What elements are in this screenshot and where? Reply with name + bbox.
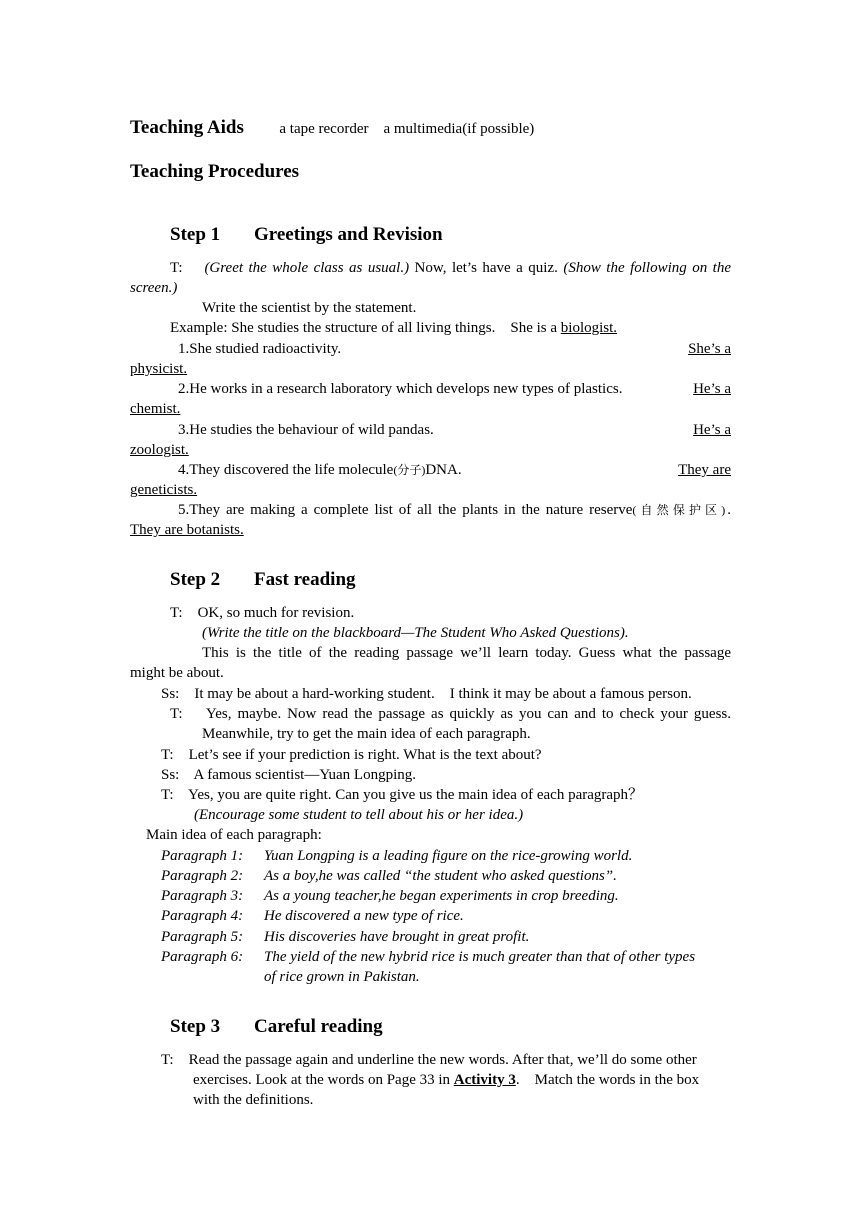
quiz-answer: physicist. bbox=[130, 361, 188, 377]
paragraph-label: Paragraph 6: bbox=[161, 949, 244, 965]
speaker-label: T: bbox=[170, 260, 183, 276]
step2-line: T: Yes, you are quite right. Can you give us the main idea of each paragraph？ bbox=[161, 787, 644, 803]
step3-text: . Match the words in the box bbox=[515, 1072, 700, 1088]
paragraph-idea-cont: of rice grown in Pakistan. bbox=[264, 969, 420, 985]
step2-stage-direction: (Write the title on the blackboard—The Student Who Asked Questions). bbox=[202, 625, 629, 641]
quiz-question-text: DNA. bbox=[425, 462, 462, 478]
step1-heading bbox=[170, 223, 443, 247]
step1-title: Greetings and Revision bbox=[254, 224, 443, 245]
paragraph-text: The yield of the new hybrid rice is much greater than that of other types bbox=[264, 949, 696, 965]
quiz-question-end: . bbox=[727, 502, 731, 518]
quiz-question: 2.He works in a research laboratory which develops new types of plastics. bbox=[178, 381, 623, 397]
paragraph-text: As a young teacher,he began experiments in crop breeding. bbox=[264, 888, 619, 904]
quiz-question bbox=[178, 460, 462, 480]
paragraph-label: Paragraph 5: bbox=[161, 929, 244, 945]
step1-example bbox=[130, 318, 771, 338]
quiz-question: 1.She studied radioactivity. bbox=[178, 341, 342, 357]
example-answer: biologist. bbox=[560, 320, 618, 336]
paragraph-idea bbox=[130, 947, 762, 967]
step1-instruction: Write the scientist by the statement. bbox=[202, 300, 417, 316]
quiz-answer: He’s a bbox=[693, 381, 731, 397]
paragraph-idea bbox=[130, 846, 762, 866]
step2-heading bbox=[170, 568, 356, 592]
quiz-question: 5.They are making a complete list of all the plants in the nature reserve bbox=[178, 502, 633, 518]
step2-number: Step 2 bbox=[170, 569, 221, 590]
chinese-gloss: (自然保护区) bbox=[632, 503, 728, 517]
example-text: Example: She studies the structure of all living things. She is a bbox=[170, 320, 561, 336]
teaching-aids-line bbox=[130, 116, 731, 140]
quiz-answer: geneticists. bbox=[130, 482, 198, 498]
quiz-answer: zoologist. bbox=[130, 442, 189, 458]
step3-line: T: Read the passage again and underline the new words. After that, we’ll do some other bbox=[161, 1052, 697, 1068]
paragraph-label: Paragraph 2: bbox=[161, 868, 244, 884]
quiz-answer: chemist. bbox=[130, 401, 181, 417]
paragraph-idea bbox=[130, 927, 762, 947]
paragraph-idea bbox=[130, 866, 762, 886]
step2-stage-direction: (Encourage some student to tell about his or her idea.) bbox=[194, 807, 524, 823]
step2-line: Meanwhile, try to get the main idea of each paragraph. bbox=[202, 726, 531, 742]
quiz-answer: They are bbox=[678, 462, 731, 478]
step3-title: Careful reading bbox=[254, 1016, 383, 1037]
quiz-answer: They are botanists. bbox=[130, 522, 244, 538]
quiz-question-text: 4.They discovered the life molecule bbox=[178, 462, 394, 478]
quiz-question: 3.He studies the behaviour of wild pandas. bbox=[178, 422, 434, 438]
paragraph-idea bbox=[130, 906, 762, 926]
paragraph-text: Yuan Longping is a leading figure on the rice-growing world. bbox=[264, 848, 633, 864]
quiz-item-1-cont bbox=[130, 359, 731, 379]
teaching-aids-heading: Teaching Aids bbox=[130, 117, 244, 138]
quiz-item-5 bbox=[130, 500, 731, 520]
quiz-item-1 bbox=[130, 339, 731, 359]
step3-line bbox=[130, 1070, 794, 1090]
chinese-gloss: (分子) bbox=[393, 463, 426, 477]
paragraph-label: Paragraph 3: bbox=[161, 888, 244, 904]
step1-teacher-line bbox=[130, 258, 731, 278]
paragraph-label: Paragraph 1: bbox=[161, 848, 244, 864]
step3-number: Step 3 bbox=[170, 1016, 221, 1037]
step2-line: Ss: It may be about a hard-working student. I think it may be about a famous person. bbox=[161, 686, 692, 702]
quiz-item-2 bbox=[130, 379, 731, 399]
quiz-item-3 bbox=[130, 420, 731, 440]
quiz-item-5-cont bbox=[130, 520, 731, 540]
paragraph-text: His discoveries have brought in great profit. bbox=[264, 929, 530, 945]
step3-text: exercises. Look at the words on Page 33 in bbox=[193, 1072, 454, 1088]
step2-line: T: OK, so much for revision. bbox=[170, 605, 355, 621]
teacher-speech: Now, let’s have a quiz. bbox=[409, 260, 564, 276]
stage-direction: (Greet the whole class as usual.) bbox=[204, 260, 410, 276]
step3-heading bbox=[170, 1015, 383, 1039]
step2-line: Ss: A famous scientist—Yuan Longping. bbox=[161, 767, 416, 783]
step2-line: T: Let’s see if your prediction is right. What is the text about? bbox=[161, 747, 542, 763]
quiz-item-2-cont bbox=[130, 399, 731, 419]
quiz-answer: He’s a bbox=[693, 422, 731, 438]
activity-3-reference: Activity 3 bbox=[453, 1072, 516, 1088]
teaching-procedures-heading: Teaching Procedures bbox=[130, 161, 300, 182]
step2-line: This is the title of the reading passage we’ll learn today. Guess what the passage bbox=[202, 645, 731, 661]
quiz-answer: She’s a bbox=[688, 341, 731, 357]
paragraph-text: As a boy,he was called “the student who asked questions”. bbox=[264, 868, 617, 884]
step2-title: Fast reading bbox=[254, 569, 356, 590]
paragraph-idea bbox=[130, 886, 762, 906]
step1-number: Step 1 bbox=[170, 224, 221, 245]
quiz-item-4-cont bbox=[130, 480, 731, 500]
quiz-item-4 bbox=[130, 460, 731, 480]
step3-line: with the definitions. bbox=[193, 1092, 314, 1108]
paragraph-label: Paragraph 4: bbox=[161, 908, 244, 924]
step1-teacher-line-cont: screen.) bbox=[130, 280, 178, 296]
main-idea-heading: Main idea of each paragraph: bbox=[146, 827, 322, 843]
step2-line: might be about. bbox=[130, 665, 224, 681]
teaching-aids-items: a tape recorder a multimedia(if possible) bbox=[279, 121, 535, 137]
step2-line: T: Yes, maybe. Now read the passage as quickly as you can and to check your guess. bbox=[170, 706, 731, 722]
quiz-item-3-cont bbox=[130, 440, 731, 460]
paragraph-text: He discovered a new type of rice. bbox=[264, 908, 464, 924]
stage-direction: (Show the following on the bbox=[563, 260, 731, 276]
